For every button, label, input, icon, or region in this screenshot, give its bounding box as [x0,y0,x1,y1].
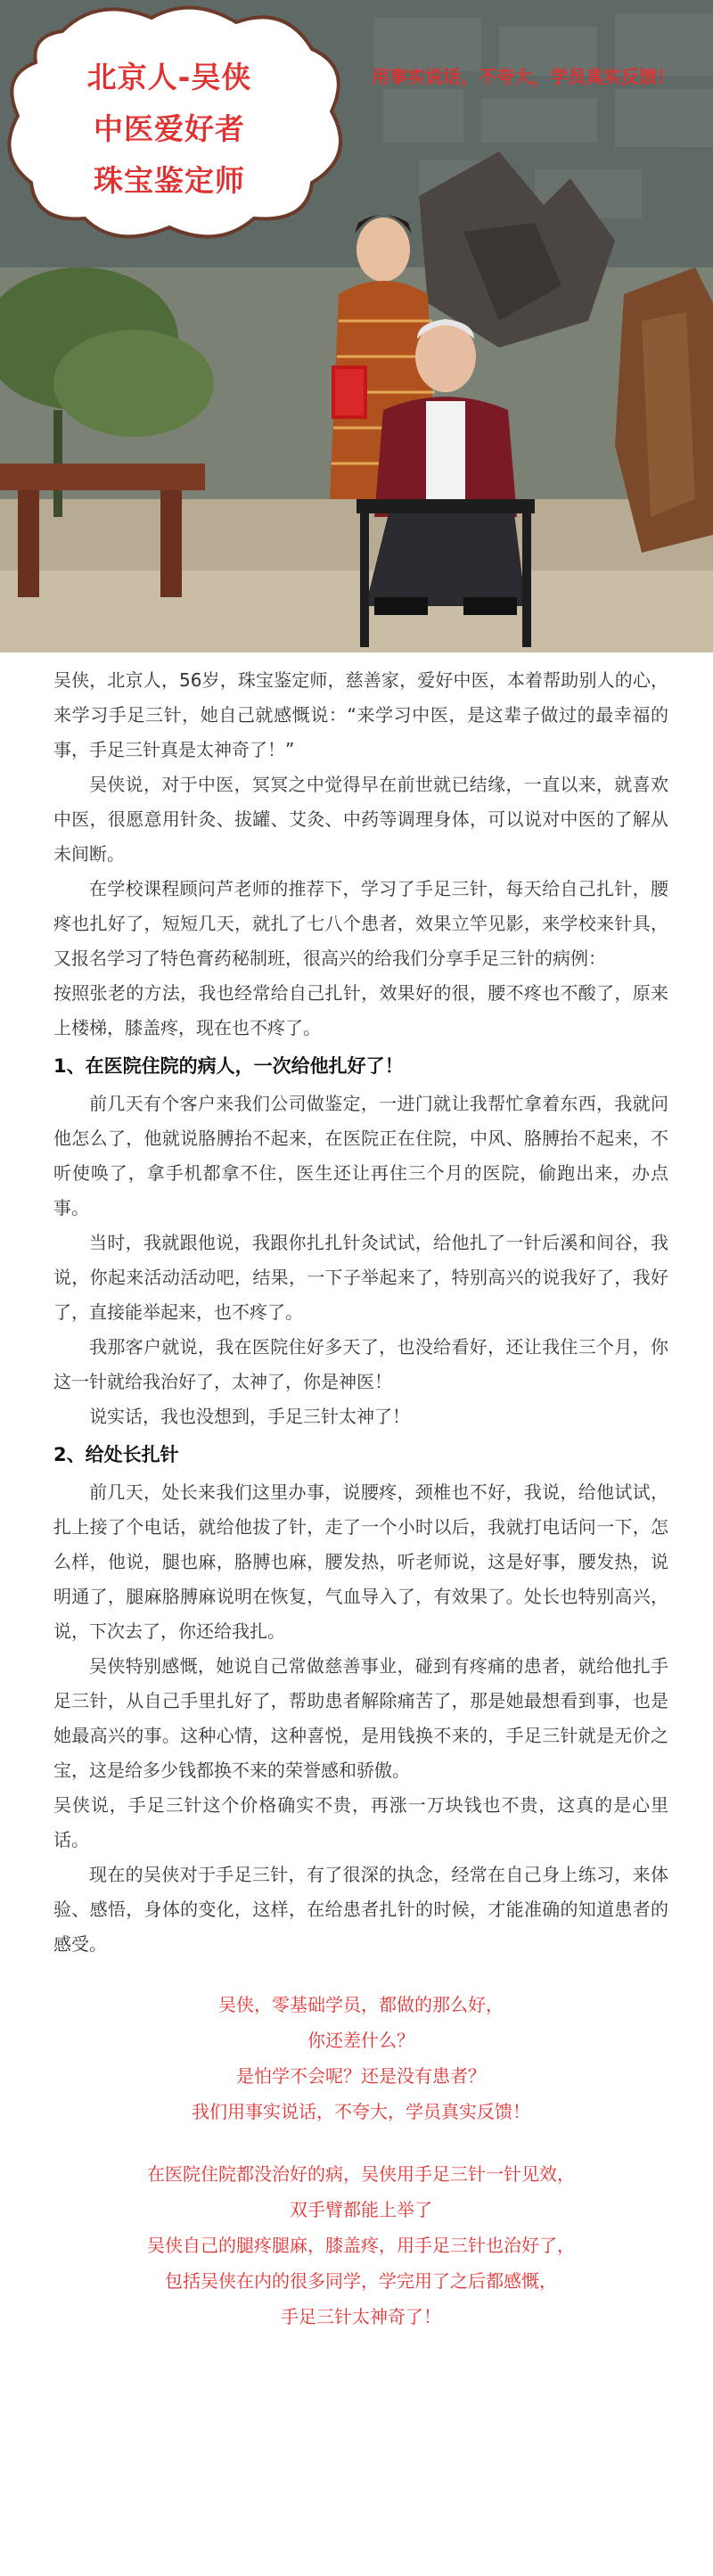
paragraph-3: 在学校课程顾问芦老师的推荐下，学习了手足三针，每天给自己扎针，腰疼也扎好了，短短几天，就扎了七八个患者，效果立竿见影，来学校来针具，又报名学习了特色膏药秘制班，很高兴的给我们分享手足三针的病例： [53,878,668,969]
paragraph-2: 吴侠说，对于中医，冥冥之中觉得早在前世就已结缘，一直以来，就喜欢中医，很愿意用针灸、拔罐、艾灸、中药等调理身体，可以说对中医的了解从未间断。 [53,774,668,865]
paragraph-9: 前几天，处长来我们这里办事，说腰疼，颈椎也不好，我说，给他试试，扎上接了个电话，就给他拔了针，走了一个小时以后，我就打电话问一下，怎么样，他说，腿也麻，胳膊也麻，腰发热，听老师说，这是好事，腰发热，说明通了，腿麻胳膊麻说明在恢复，气血导入了，有效果了。处长也特别高兴，说，下次去了，你还给我扎。 [53,1481,668,1642]
paragraph-6: 当时，我就跟他说，我跟你扎扎针灸试试，给他扎了一针后溪和间谷，我说，你起来活动活动吧，结果，一下子举起来了，特别高兴的说我好了，我好了，直接能举起来，也不疼了。 [53,1232,668,1323]
paragraph-5: 前几天有个客户来我们公司做鉴定，一进门就让我帮忙拿着东西，我就问他怎么了，他就说胳膊抬不起来，在医院正在住院，中风、胳膊抬不起来，不听使唤了，拿手机都拿不住，医生还让再住三个月的医院，偷跑出来，办点事。 [53,1093,668,1218]
closing-spacer [53,2129,668,2156]
closing-group-2 [53,2156,668,2334]
closing-2-line-2: 双手臂都能上举了 [290,2199,432,2220]
header-slogan: 用事实说话，不夸大，学员真实反馈！ [372,66,675,87]
article-body [53,663,668,2334]
closing-2-line-3: 吴侠自己的腿疼腿麻，膝盖疼，用手足三针也治好了， [147,2235,575,2256]
cloud-title [0,52,339,207]
closing-1-line-4: 我们用事实说话，不夸大，学员真实反馈！ [192,2101,530,2122]
closing-2-line-4: 包括吴侠在内的很多同学，学完用了之后都感慨， [165,2270,557,2292]
intro-paragraph: 吴侠，北京人，56岁，珠宝鉴定师，慈善家，爱好中医，本着帮助别人的心，来学习手足三针，她自己就感慨说：“来学习中医，是这辈子做过的最幸福的事，手足三针真是太神奇了！” [53,669,668,760]
closing-2-line-1: 在医院住院都没治好的病，吴侠用手足三针一针见效， [147,2163,575,2185]
paragraph-7: 我那客户就说，我在医院住好多天了，也没给看好，还让我住三个月，你这一针就给我治好了，太神了，你是神医！ [53,1336,668,1392]
closing-2-line-5: 手足三针太神奇了！ [281,2306,441,2327]
header-photo [0,0,713,652]
paragraph-11: 吴侠说，手足三针这个价格确实不贵，再涨一万块钱也不贵，这真的是心里话。 [53,1794,668,1850]
closing-1-line-2: 你还差什么？ [307,2030,414,2051]
paragraph-4: 按照张老的方法，我也经常给自己扎针，效果好的很，腰不疼也不酸了，原来上楼梯，膝盖疼，现在也不疼了。 [53,982,668,1038]
closing-1-line-3: 是怕学不会呢？还是没有患者？ [236,2065,486,2087]
closing-1-line-1: 吴侠，零基础学员，都做的那么好， [218,1994,504,2015]
cloud-line-3: 珠宝鉴定师 [94,163,245,198]
section-heading-2: 2、给处长扎针 [53,1444,179,1465]
cloud-line-2: 中医爱好者 [94,111,245,146]
section-heading-1: 1、在医院住院的病人，一次给他扎好了！ [53,1055,404,1077]
paragraph-8: 说实话，我也没想到，手足三针太神了！ [89,1406,410,1427]
paragraph-10: 吴侠特别感慨，她说自己常做慈善事业，碰到有疼痛的患者，就给他扎手足三针，从自己手里扎好了，帮助患者解除痛苦了，那是她最想看到事，也是她最高兴的事。这种心情，这种喜悦，是用钱换不来的，手足三针就是无价之宝，这是给多少钱都换不来的荣誉感和骄傲。 [53,1655,668,1781]
paragraph-12: 现在的吴侠对于手足三针，有了很深的执念，经常在自己身上练习，来体验、感悟，身体的变化，这样，在给患者扎针的时候，才能准确的知道患者的感受。 [53,1864,668,1955]
cloud-line-1: 北京人-吴侠 [86,60,252,94]
closing-group-1 [53,1987,668,2129]
